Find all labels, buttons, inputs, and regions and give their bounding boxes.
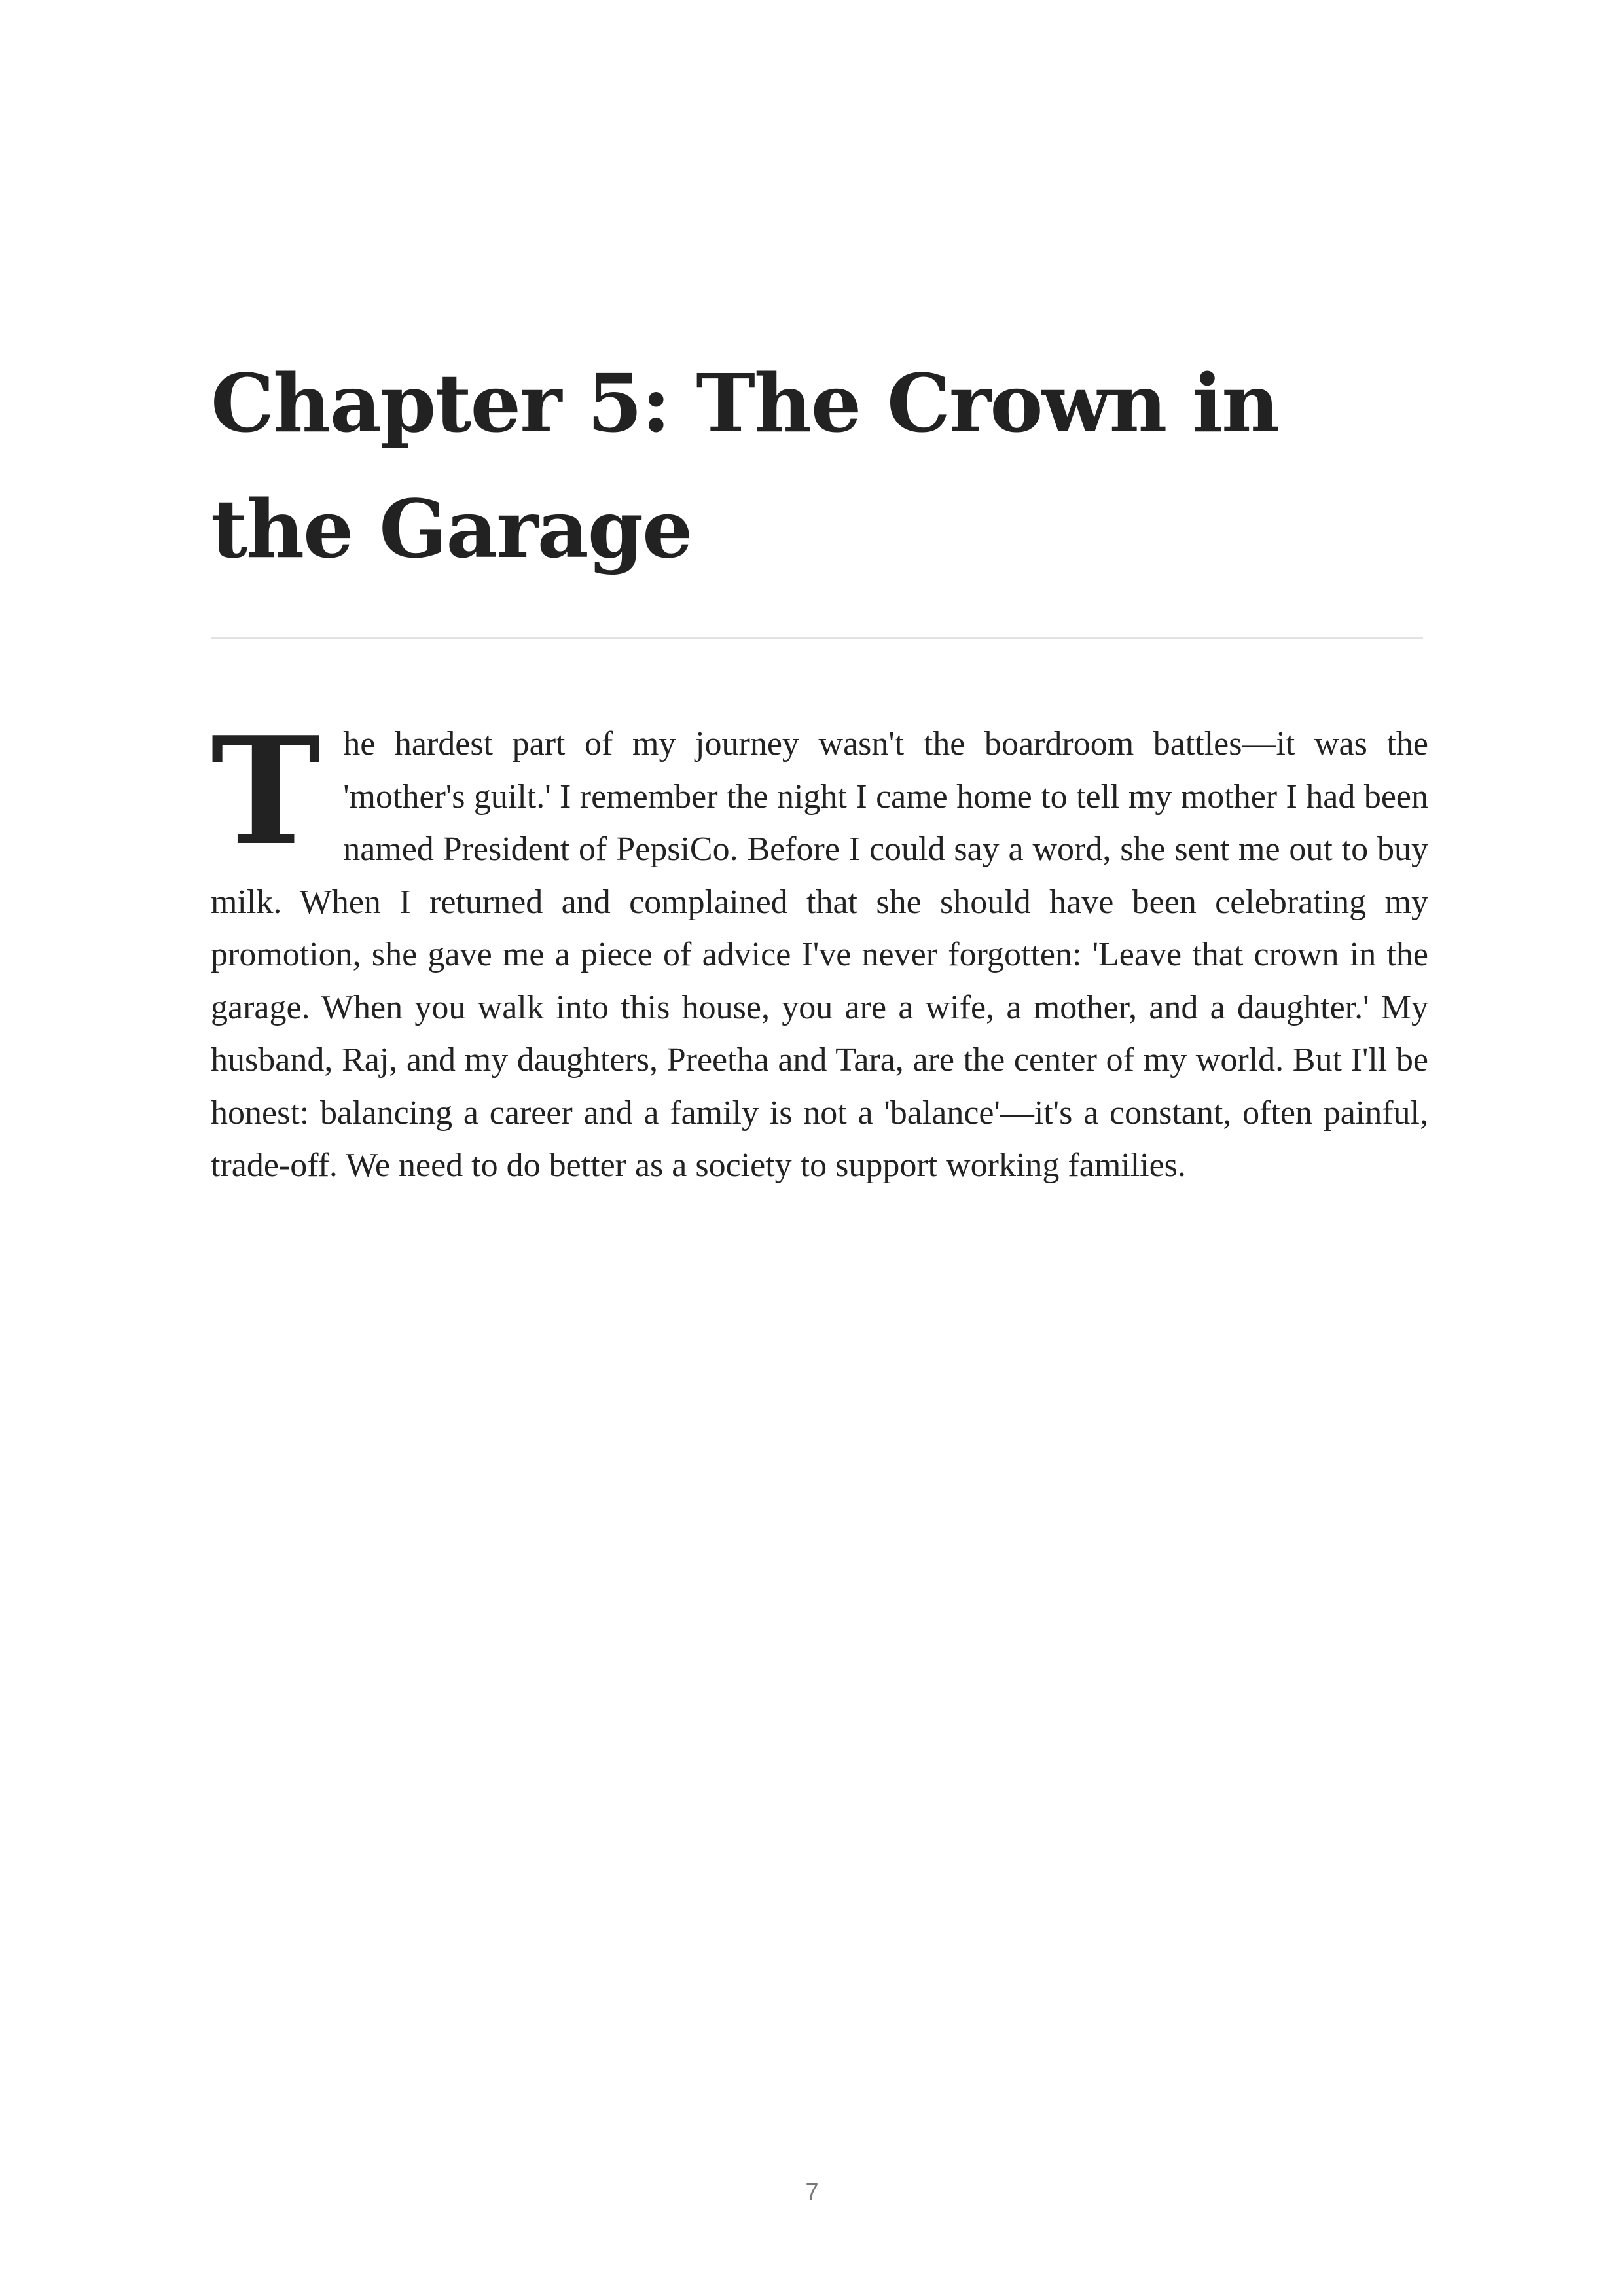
chapter-title: Chapter 5: The Crown in the Garage [211,356,1278,576]
chapter-paragraph [211,705,1428,1193]
page-number: 7 [805,2178,819,2205]
paragraph-text: he hardest part of my journey wasn't the boardroom battles—it was the 'mother's guilt.' I remember the night I came home to tell my mother I had been named President of PepsiCo. Before I could say a word, she sent me out to buy milk. When I returned and complained that she should have been celebrating my promotion, she gave me a piece of advice I've never forgotten: 'Leave that crown in the garage. When you walk into this house, you are a wife, a mother, and a daughter.' My husband, Raj, and my daughters, Preetha and Tara, are the center of my world. But I'll be honest: balancing a career and a family is not a 'balance'—it's a constant, often painful, trade-off. We need to do better as a society to support working families. [211,725,1428,1184]
chapter-content [211,340,1428,1193]
title-divider [211,637,1423,639]
drop-cap: T [211,705,321,878]
